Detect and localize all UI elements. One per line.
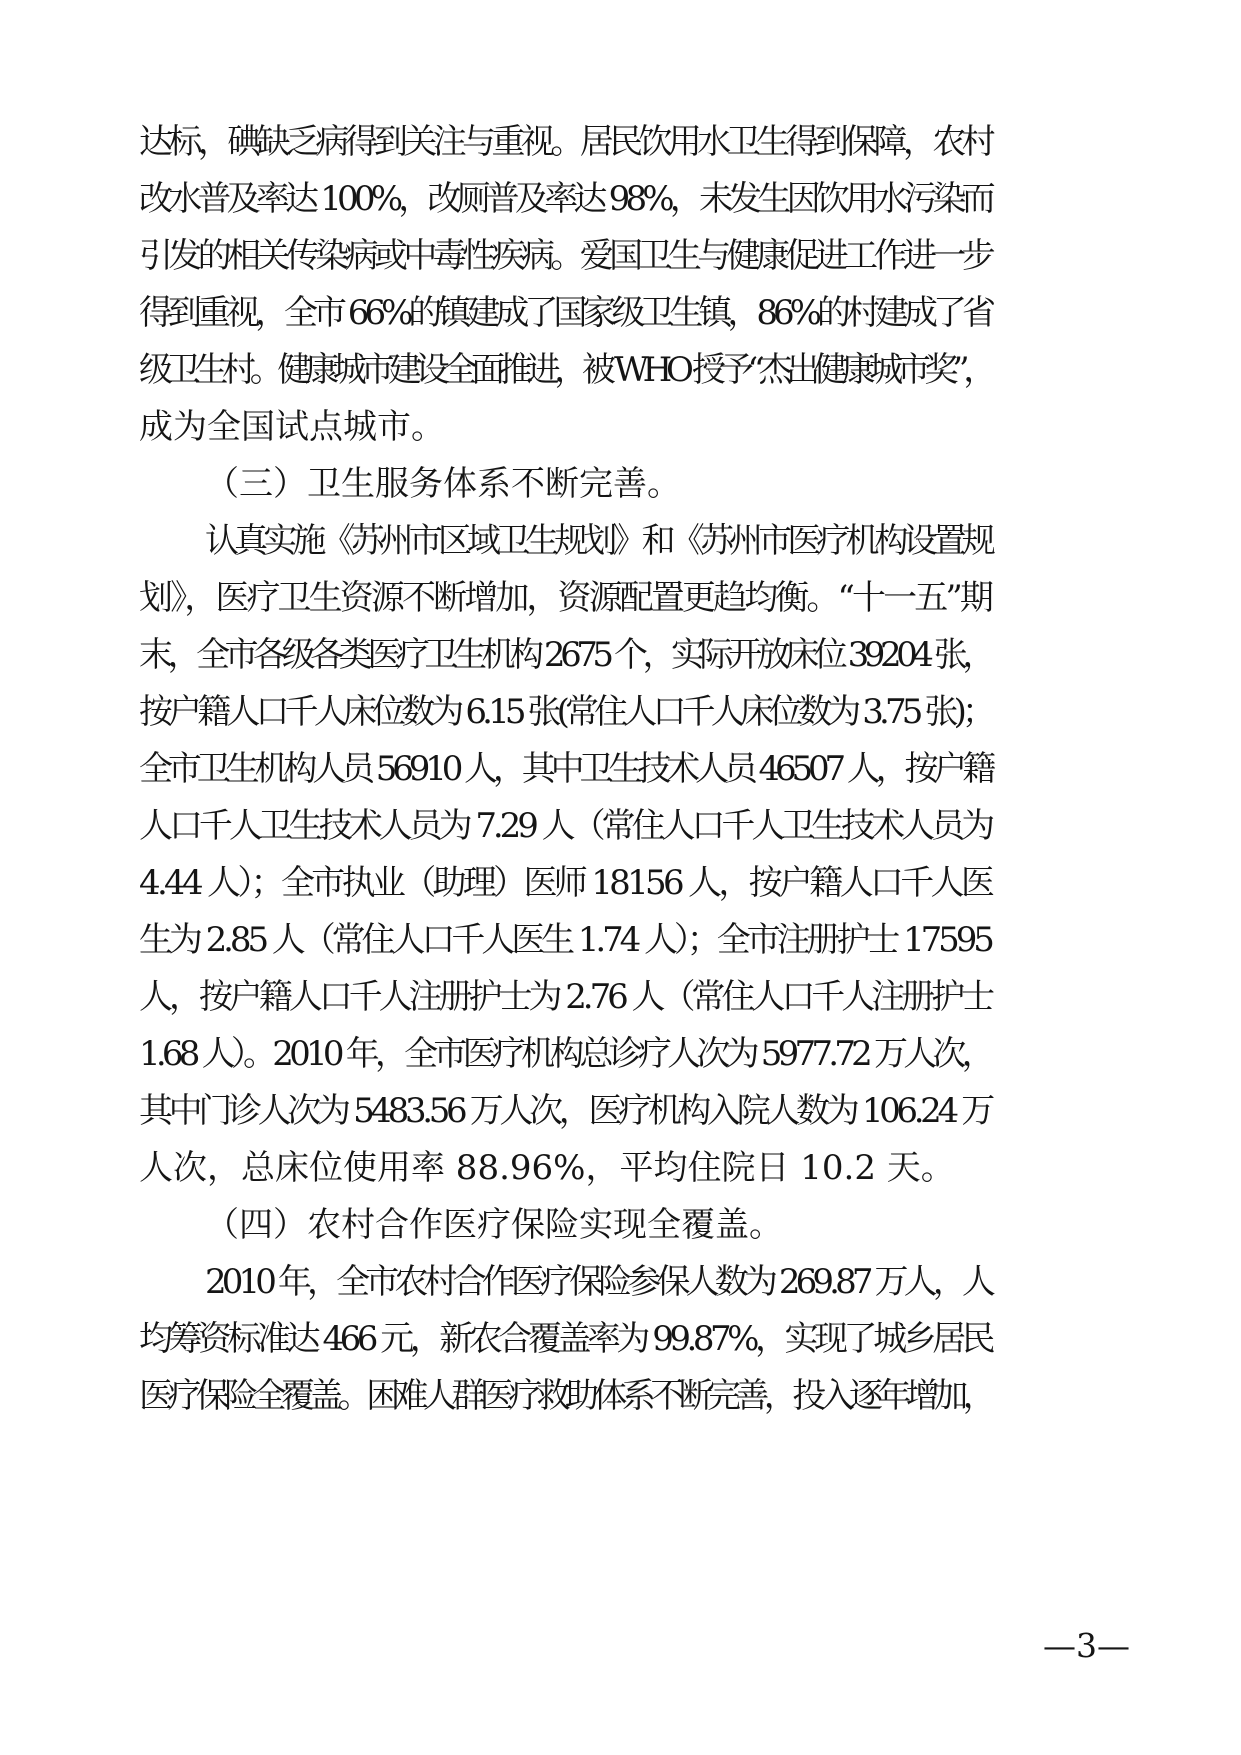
text-line: 末，全市各级各类医疗卫生机构 2675 个，实际开放床位 39204 张， xyxy=(139,635,991,675)
text-line: 生为 2.85 人（常住人口千人医生 1.74 人）；全市注册护士 17595 xyxy=(139,920,991,960)
text-line: 级卫生村。健康城市建设全面推进，被 WHO 授予“杰出健康城市奖”， xyxy=(139,350,991,390)
text-line: 划》，医疗卫生资源不断增加，资源配置更趋均衡。“十一五”期 xyxy=(139,578,991,618)
text-line: 1.68 人）。2010 年，全市医疗机构总诊疗人次为 5977.72 万人次， xyxy=(139,1034,991,1074)
text-line: 认真实施《苏州市区域卫生规划》和《苏州市医疗机构设置规 xyxy=(205,521,991,561)
text-line: 均筹资标准达 466 元，新农合覆盖率为 99.87%，实现了城乡居民 xyxy=(139,1319,992,1359)
text-line: 人，按户籍人口千人注册护士为 2.76 人（常住人口千人注册护士 xyxy=(139,977,992,1017)
text-line: 人次，总床位使用率 88.96%，平均住院日 10.2 天。 xyxy=(139,1148,955,1188)
text-line: 达标，碘缺乏病得到关注与重视。居民饮用水卫生得到保障，农村 xyxy=(139,122,992,162)
text-line: 全市卫生机构人员 56910 人，其中卫生技术人员 46507 人，按户籍 xyxy=(139,749,992,789)
text-line: 其中门诊人次为 5483.56 万人次，医疗机构入院人数为 106.24 万 xyxy=(139,1091,991,1131)
text-line: 医疗保险全覆盖。困难人群医疗救助体系不断完善，投入逐年增加， xyxy=(139,1376,991,1416)
text-line: 4.44 人）；全市执业（助理）医师 18156 人，按户籍人口千人医 xyxy=(139,863,992,903)
text-line: 成为全国试点城市。 xyxy=(139,407,445,447)
text-line: 引发的相关传染病或中毒性疾病。爱国卫生与健康促进工作进一步 xyxy=(139,236,992,276)
page-number: —3— xyxy=(1043,1626,1130,1665)
text-line: 得到重视，全市 66%的镇建成了国家级卫生镇，86%的村建成了省 xyxy=(139,293,991,333)
section-heading: （四）农村合作医疗保险实现全覆盖。 xyxy=(205,1205,783,1245)
text-line: 人口千人卫生技术人员为 7.29 人（常住人口千人卫生技术人员为 xyxy=(139,806,992,846)
text-line: 改水普及率达 100%，改厕普及率达 98%，未发生因饮用水污染而 xyxy=(139,179,991,219)
section-heading: （三）卫生服务体系不断完善。 xyxy=(205,464,681,504)
text-line: 按户籍人口千人床位数为 6.15 张(常住人口千人床位数为 3.75 张)； xyxy=(139,692,992,732)
text-line: 2010 年，全市农村合作医疗保险参保人数为 269.87 万人，人 xyxy=(205,1262,991,1302)
